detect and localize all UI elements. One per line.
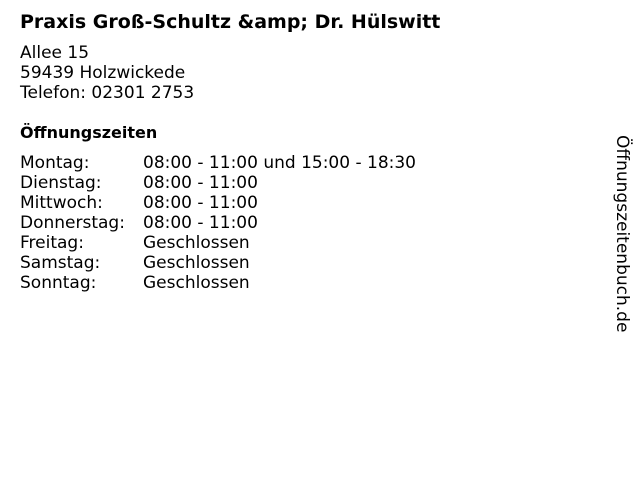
hours-time-value: Geschlossen [143,253,250,273]
hours-day-label: Samstag: [20,253,101,273]
opening-hours-table [20,153,416,293]
hours-day-label: Donnerstag: [20,213,125,233]
hours-time-value: 08:00 - 11:00 und 15:00 - 18:30 [143,153,416,173]
address-city: 59439 Holzwickede [20,63,186,83]
address-street: Allee 15 [20,43,90,63]
hours-row-monday [20,153,416,173]
address-phone: Telefon: 02301 2753 [20,83,195,103]
hours-day-label: Freitag: [20,233,84,253]
hours-row-saturday [20,253,416,273]
hours-row-wednesday [20,193,416,213]
hours-day-label: Mittwoch: [20,193,103,213]
hours-day-label: Sonntag: [20,273,97,293]
address-block [20,43,194,103]
hours-time-value: Geschlossen [143,273,250,293]
hours-row-friday [20,233,416,253]
hours-day-label: Dienstag: [20,173,102,193]
brand-watermark-text: Öffnungszeitenbuch.de [612,135,632,333]
hours-row-tuesday [20,173,416,193]
opening-hours-heading: Öffnungszeiten [20,123,158,142]
page-title: Praxis Groß-Schultz &amp; Dr. Hülswitt [20,11,441,33]
hours-row-thursday [20,213,416,233]
hours-time-value: Geschlossen [143,233,250,253]
hours-time-value: 08:00 - 11:00 [143,193,258,213]
hours-time-value: 08:00 - 11:00 [143,213,258,233]
hours-row-sunday [20,273,416,293]
hours-time-value: 08:00 - 11:00 [143,173,258,193]
hours-day-label: Montag: [20,153,90,173]
